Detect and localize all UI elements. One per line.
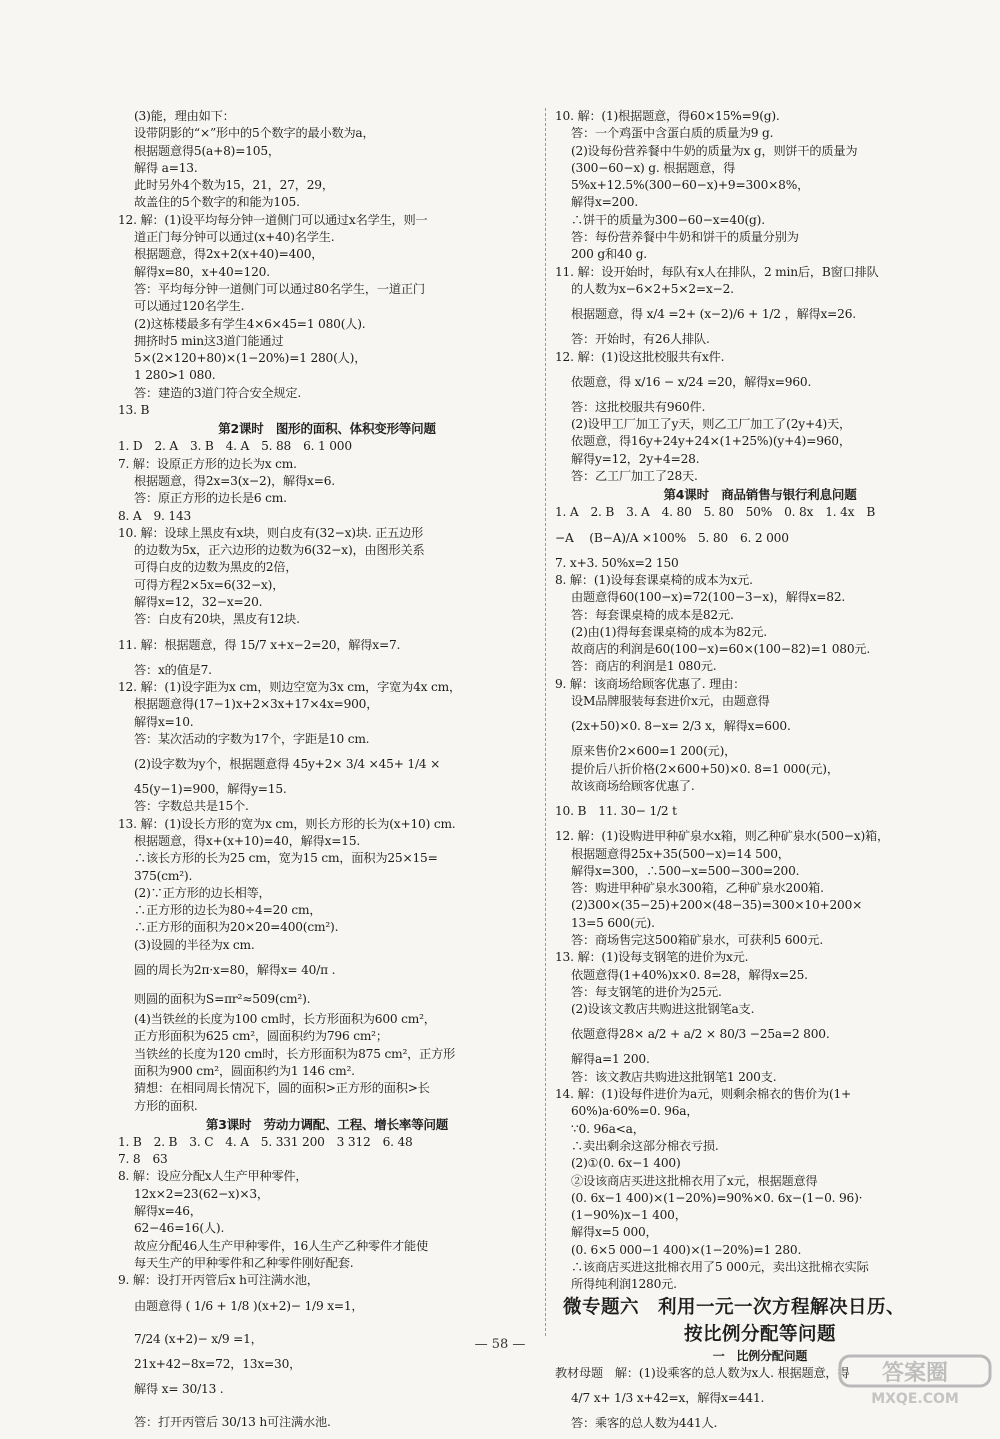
right-line: 根据题意，得 x/4 =2+ (x−2)/6 + 1/2 ，解得x=26. xyxy=(571,307,856,322)
left-line: 根据题意得(17−1)x+2×3x+17×4x=900， xyxy=(134,697,379,712)
right-line: −A (B−A)/A ×100% 5. 80 6. 2 000 xyxy=(555,530,789,545)
right-line: 答：每支钢笔的进价为25元. xyxy=(571,984,722,999)
left-line: (3)能，理由如下： xyxy=(134,109,235,123)
right-line: 10. B 11. 30− 1/2 t xyxy=(555,804,677,819)
left-line: 1 280>1 080. xyxy=(134,368,216,383)
right-line: 答：开始时，有26人排队. xyxy=(571,332,710,347)
right-line: 原来售价2×600=1 200(元)， xyxy=(571,744,737,759)
right-line: (2)设甲工厂加工了y天，则乙工厂加工了(2y+4)天， xyxy=(571,417,852,432)
right-line: 答：乘客的总人数为441人. xyxy=(571,1416,718,1431)
left-line: 拥挤时5 min这3道门能通过 xyxy=(134,333,284,348)
right-line: 解得y=12，2y+4=28. xyxy=(571,451,700,466)
right-line: (2)设该文教店共购进这批钢笔a支. xyxy=(571,1002,755,1017)
right-line: 依题意得(1+40%)x×0. 8=28，解得x=25. xyxy=(571,967,808,982)
right-line: 故该商场给顾客优惠了. xyxy=(571,778,695,793)
left-line: 则圆的面积为S=πr²≈509(cm²). xyxy=(134,992,311,1007)
left-line: 可得方程2×5x=6(32−x)， xyxy=(134,577,285,592)
right-line: 14. 解：(1)设每件进价为a元，则剩余棉衣的售价为(1+ xyxy=(555,1087,852,1102)
left-line: 设带阴影的“×”形中的5个数字的最小数为a， xyxy=(134,126,375,141)
left-line: 答：字数总共是15个. xyxy=(134,799,249,814)
left-line: 故盖住的5个数字的和能为105. xyxy=(134,195,300,210)
right-line: (2)300×(35−25)+200×(48−35)=300×10+200× xyxy=(571,898,863,913)
right-line: 答：每份营养餐中牛奶和饼干的质量分别为 xyxy=(571,230,799,245)
left-line: 7/24 (x+2)− x/9 =1， xyxy=(134,1331,263,1346)
left-line: ∴正方形的边长为80÷4=20 cm， xyxy=(134,903,322,918)
left-line: 12. 解：(1)设字距为x cm，则边空宽为3x cm，字宽为4x cm， xyxy=(118,679,462,694)
left-line: 解得x=10. xyxy=(134,714,194,729)
section-subtitle: 一 比例分配问题 xyxy=(712,1348,808,1363)
left-line: 7. 8 63 xyxy=(118,1152,168,1167)
left-line: (3)设圆的半径为x cm. xyxy=(134,937,255,952)
right-line: 依题意，得 x/16 − x/24 =20，解得x=960. xyxy=(571,374,812,389)
right-line: 教材母题 解：(1)设乘客的总人数为x人. 根据题意，得 xyxy=(555,1365,850,1380)
right-line: 解得x=200. xyxy=(571,195,638,210)
right-line: 解得x=5 000， xyxy=(571,1225,658,1240)
right-line: 4/7 x+ 1/3 x+42=x，解得x=441. xyxy=(571,1391,765,1406)
left-line: 每天生产的甲种零件和乙种零件刚好配套. xyxy=(134,1255,354,1270)
left-line: 答：建造的3道门符合安全规定. xyxy=(134,385,302,400)
right-line: 提价后八折价格(2×600+50)×0. 8=1 000(元)， xyxy=(571,761,839,776)
right-line: (2)①(0. 6x−1 400) xyxy=(571,1156,681,1171)
right-line: 12. 解：(1)设这批校服共有x件. xyxy=(555,349,725,364)
left-line: 此时另外4个数为15，21，27，29， xyxy=(134,178,334,193)
right-line: 依题意，得16y+24y+24×(1+25%)(y+4)=960， xyxy=(571,434,851,449)
left-line: ∴该长方形的长为25 cm，宽为15 cm，面积为25×15= xyxy=(134,851,438,866)
left-line: 根据题意，得x+(x+10)=40，解得x=15. xyxy=(134,833,361,848)
right-line: 9. 解：该商场给顾客优惠了. 理由： xyxy=(555,676,746,691)
left-line: 5×(2×120+80)×(1−20%)=1 280(人)， xyxy=(134,351,367,366)
left-line: 答：打开丙管后 30/13 h可注满水池. xyxy=(134,1414,331,1429)
right-line: 设M品牌服装每套进价x元，由题意得 xyxy=(571,694,770,709)
left-line: 1. D 2. A 3. B 4. A 5. 88 6. 1 000 xyxy=(118,439,352,454)
left-line: 答：原正方形的边长是6 cm. xyxy=(134,491,287,506)
right-line: 答：乙工厂加工了28天. xyxy=(571,469,698,484)
left-line: 13. 解：(1)设长方形的宽为x cm，则长方形的长为(x+10) cm. xyxy=(118,816,456,831)
right-line: 7. x+3. 50%x=2 150 xyxy=(555,555,679,570)
left-line: 9. 解：设打开丙管后x h可注满水池， xyxy=(118,1273,319,1288)
left-line: 答：某次活动的字数为17个，字距是10 cm. xyxy=(134,731,370,746)
left-line: 解得x=80，x+40=120. xyxy=(134,264,270,279)
left-line: 8. A 9. 143 xyxy=(118,508,192,523)
right-line: ∴卖出剩余这部分棉衣亏损. xyxy=(571,1138,719,1153)
right-line: ∴该商店买进这批棉衣用了5 000元，卖出这批棉衣实际 xyxy=(571,1260,869,1275)
right-line: ∵0. 96a<a， xyxy=(571,1121,645,1136)
right-line: (2)由(1)得每套课桌椅的成本为82元. xyxy=(571,624,767,639)
left-line: 11. 解：根据题意，得 15/7 x+x−2=20，解得x=7. xyxy=(118,637,401,652)
watermark-logo xyxy=(836,1352,996,1408)
right-line: 所得纯利润1280元. xyxy=(571,1277,677,1292)
column-divider xyxy=(545,108,546,1336)
right-line: 答：该文教店共购进这批钢笔1 200支. xyxy=(571,1069,777,1084)
right-line: (0. 6x−1 400)×(1−20%)=90%×0. 6x−(1−0. 96)· xyxy=(571,1190,863,1205)
watermark-text: 答案圈 xyxy=(881,1361,949,1386)
left-line: (4)当铁丝的长度为100 cm时，长方形面积为600 cm²， xyxy=(134,1012,436,1027)
left-line: 7. 解：设原正方形的边长为x cm. xyxy=(118,456,297,471)
left-line: 解得 x= 30/13 . xyxy=(134,1381,224,1396)
left-line: 由题意得 ( 1/6 + 1/8 )(x+2)− 1/9 x=1， xyxy=(134,1298,364,1313)
left-line: 答：平均每分钟一道侧门可以通过80名学生，一道正门 xyxy=(134,281,425,296)
left-line: 故应分配46人生产甲种零件，16人生产乙种零件才能使 xyxy=(134,1238,428,1253)
left-line: 当铁丝的长度为120 cm时，长方形面积为875 cm²，正方形 xyxy=(134,1046,456,1061)
left-line: 45(y−1)=900，解得y=15. xyxy=(134,782,287,797)
left-line: 道正门每分钟可以通过(x+40)名学生. xyxy=(134,230,335,245)
left-line: 方形的面积. xyxy=(134,1098,198,1113)
topic-title: 按比例分配等问题 xyxy=(683,1323,836,1345)
left-line: 12x×2=23(62−x)×3， xyxy=(134,1186,269,1201)
left-line: 正方形面积为625 cm²，圆面积约为796 cm²； xyxy=(134,1029,388,1044)
left-line: 圆的周长为2π·x=80，解得x= 40/π . xyxy=(134,963,336,978)
left-line: (2)这栋楼最多有学生4×6×45=1 080(人). xyxy=(134,316,366,331)
left-line: (2)∵正方形的边长相等， xyxy=(134,885,271,900)
lesson-heading: 第2课时 图形的面积、体积变形等问题 xyxy=(218,421,436,437)
left-line: 面积为900 cm²，圆面积约为1 146 cm². xyxy=(134,1063,355,1078)
left-line: 解得 a=13. xyxy=(134,160,198,175)
watermark-url: MXQE.COM xyxy=(871,1391,959,1407)
left-line: 根据题意得5(a+8)=105， xyxy=(134,143,280,158)
right-line: 13=5 600(元). xyxy=(571,915,655,930)
right-line: 根据题意得25x+35(500−x)=14 500， xyxy=(571,846,790,861)
right-line: 解得a=1 200. xyxy=(571,1052,650,1067)
right-line: 依题意得28× a/2 + a/2 × 80/3 −25a=2 800. xyxy=(571,1027,830,1042)
right-line: 11. 解：设开始时，每队有x人在排队，2 min后，B窗口排队 xyxy=(555,264,879,279)
right-line: 答：这批校服共有960件. xyxy=(571,399,706,414)
right-line: 答：购进甲种矿泉水300箱，乙种矿泉水200箱. xyxy=(571,881,824,896)
topic-title: 微专题六 利用一元一次方程解决日历、 xyxy=(563,1296,906,1318)
right-line: 12. 解：(1)设购进甲种矿泉水x箱，则乙种矿泉水(500−x)箱， xyxy=(555,829,889,844)
left-line: 解得x=46， xyxy=(134,1204,202,1219)
right-line: 答：一个鸡蛋中含蛋白质的质量为9 g. xyxy=(571,126,774,141)
left-line: 解得x=12，32−x=20. xyxy=(134,595,263,610)
right-line: 答：每套课桌椅的成本是82元. xyxy=(571,607,734,622)
left-line: 10. 解：设球上黑皮有x块，则白皮有(32−x)块. 正五边形 xyxy=(118,525,424,540)
left-line: 可得白皮的边数为黑皮的2倍， xyxy=(134,560,298,575)
left-line: 62−46=16(人). xyxy=(134,1221,225,1236)
right-line: (0. 6×5 000−1 400)×(1−20%)=1 280. xyxy=(571,1242,802,1257)
page-number: — 58 — xyxy=(474,1337,526,1352)
right-line: (300−60−x) g. 根据题意，得 xyxy=(571,160,736,175)
left-line: 375(cm²). xyxy=(134,868,193,883)
left-line: 1. B 2. B 3. C 4. A 5. 331 200 3 312 6. 48 xyxy=(118,1134,413,1149)
left-line: 猜想：在相同周长情况下，圆的面积>正方形的面积>长 xyxy=(134,1081,430,1096)
right-line: 的人数为x−6×2+5×2=x−2. xyxy=(571,281,734,296)
right-line: 由题意得60(100−x)=72(100−3−x)，解得x=82. xyxy=(571,590,846,605)
right-line: ∴饼干的质量为300−60−x=40(g). xyxy=(571,212,765,227)
right-column xyxy=(555,108,965,1433)
right-line: 60%)a·60%=0. 96a， xyxy=(571,1104,699,1119)
right-line: 10. 解：(1)根据题意，得60×15%=9(g). xyxy=(555,109,780,123)
lesson-heading: 第3课时 劳动力调配、工程、增长率等问题 xyxy=(205,1116,449,1132)
right-line: (2)设每份营养餐中牛奶的质量为x g，则饼干的质量为 xyxy=(571,143,858,158)
left-line: ∴正方形的面积为20×20=400(cm²). xyxy=(134,920,339,935)
right-line: 13. 解：(1)设每支钢笔的进价为x元. xyxy=(555,950,749,965)
lesson-heading: 第4课时 商品销售与银行利息问题 xyxy=(663,487,857,503)
left-line: 21x+42−8x=72，13x=30， xyxy=(134,1356,302,1371)
left-line: 的边数为5x，正六边形的边数为6(32−x)，由图形关系 xyxy=(134,543,425,558)
right-line: (2x+50)×0. 8−x= 2/3 x，解得x=600. xyxy=(571,719,791,734)
right-line: 答：商店的利润是1 080元. xyxy=(571,659,717,674)
left-line: 13. B xyxy=(118,403,150,418)
left-line: 根据题意，得2x=3(x−2)，解得x=6. xyxy=(134,473,335,488)
right-line: 故商店的利润是60(100−x)=60×(100−82)=1 080元. xyxy=(571,642,871,657)
left-line: (2)设字数为y个，根据题意得 45y+2× 3/4 ×45+ 1/4 × xyxy=(134,757,441,772)
right-line: 200 g和40 g. xyxy=(571,247,647,262)
right-line: 5%x+12.5%(300−60−x)+9=300×8%， xyxy=(571,178,810,193)
left-line: 8. 解：设应分配x人生产甲种零件， xyxy=(118,1169,308,1184)
right-line: 解得x=300，∴500−x=500−300=200. xyxy=(571,863,800,878)
right-line: (1−90%)x−1 400， xyxy=(571,1208,687,1223)
left-line: 可以通过120名学生. xyxy=(134,299,245,314)
left-line: 12. 解：(1)设平均每分钟一道侧门可以通过x名学生，则一 xyxy=(118,212,428,227)
left-line: 答：白皮有20块，黑皮有12块. xyxy=(134,612,300,627)
left-column xyxy=(118,108,536,1439)
left-line: 答：x的值是7. xyxy=(134,662,212,677)
left-line: 根据题意，得2x+2(x+40)=400， xyxy=(134,247,324,262)
right-line: 1. A 2. B 3. A 4. 80 5. 80 50% 0. 8x 1. 4x B xyxy=(555,505,876,520)
right-line: 8. 解：(1)设每套课桌椅的成本为x元. xyxy=(555,572,753,587)
right-line: 答：商场售完这500箱矿泉水，可获利5 600元. xyxy=(571,932,824,947)
right-line: ②设该商店买进这批棉衣用了x元，根据题意得 xyxy=(571,1173,818,1188)
